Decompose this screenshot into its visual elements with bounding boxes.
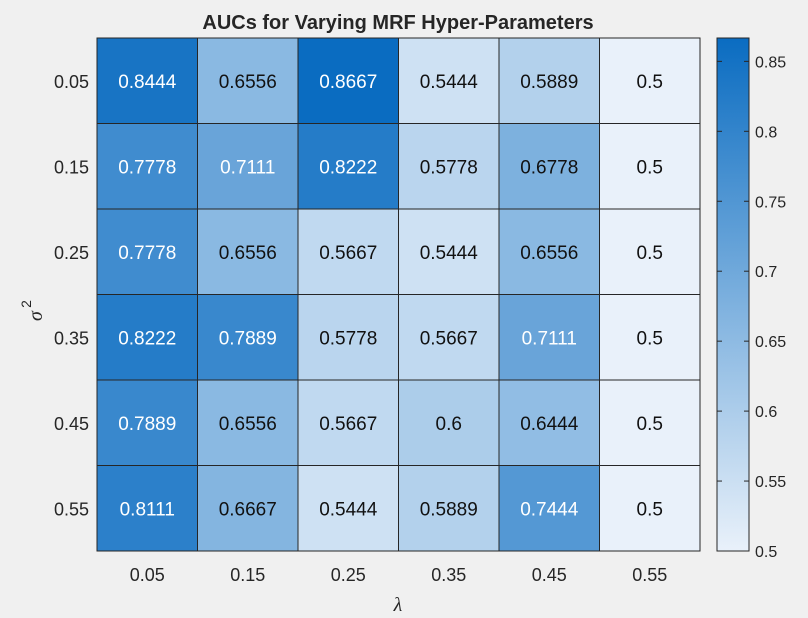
y-axis-label-symbol: σ [25, 311, 47, 321]
y-tick-label: 0.35 [53, 328, 89, 349]
x-tick-label: 0.35 [431, 565, 467, 585]
heatmap-cell-label: 0.8222 [319, 157, 378, 179]
x-tick-label: 0.45 [531, 565, 567, 585]
y-tick-label: 0.25 [53, 242, 89, 263]
heatmap-cell-label: 0.6556 [520, 242, 579, 264]
heatmap-cell-label: 0.8222 [118, 328, 177, 350]
heatmap-cell-label: 0.6556 [218, 413, 277, 435]
colorbar-tick-label: 0.6 [755, 404, 778, 422]
colorbar-tick-label: 0.8 [755, 124, 778, 142]
chart-title: AUCs for Varying MRF Hyper-Parameters [202, 12, 594, 34]
heatmap-cell-label: 0.6556 [218, 71, 277, 93]
heatmap-cell-label: 0.5444 [319, 499, 378, 521]
heatmap-cell-label: 0.5778 [319, 328, 378, 350]
heatmap-cell-label: 0.7778 [118, 242, 177, 264]
y-axis-label [18, 300, 47, 321]
heatmap-cell-label: 0.6 [435, 413, 462, 435]
heatmap-cell-label: 0.7444 [520, 499, 579, 521]
heatmap-cell-label: 0.5444 [419, 71, 478, 93]
x-tick-label: 0.25 [330, 565, 366, 585]
x-axis-label: λ [393, 594, 403, 616]
y-tick-label: 0.45 [53, 413, 89, 434]
heatmap-cell-label: 0.7889 [118, 413, 177, 435]
heatmap-cell-label: 0.5667 [419, 328, 478, 350]
heatmap-cell-label: 0.5667 [319, 413, 378, 435]
y-tick-labels [54, 72, 89, 520]
y-tick-label: 0.55 [53, 499, 89, 520]
heatmap-cell-label: 0.5 [636, 71, 663, 93]
y-tick-label: 0.15 [53, 157, 89, 178]
heatmap-cell-label: 0.6444 [520, 413, 579, 435]
heatmap-cell-label: 0.7111 [220, 157, 276, 179]
heatmap-cell-label: 0.8111 [119, 499, 175, 521]
x-tick-label: 0.15 [230, 565, 266, 585]
colorbar-tick-label: 0.5 [755, 544, 778, 561]
colorbar-tick-label: 0.75 [755, 194, 787, 212]
heatmap-cell-label: 0.6667 [218, 499, 277, 521]
heatmap-cell-label: 0.5 [636, 328, 663, 350]
colorbar-tick-label: 0.7 [755, 264, 778, 282]
heatmap-cell-label: 0.7889 [218, 328, 277, 350]
colorbar-gradient [717, 38, 749, 551]
heatmap-cells [97, 38, 700, 551]
y-tick-label: 0.05 [53, 71, 89, 92]
heatmap-cell-label: 0.5 [636, 413, 663, 435]
heatmap-cell-label: 0.5667 [319, 242, 378, 264]
heatmap-cell-label: 0.7111 [521, 328, 577, 350]
colorbar-tick-label: 0.55 [755, 474, 787, 492]
heatmap-cell-label: 0.5889 [419, 499, 478, 521]
colorbar-tick-label: 0.85 [755, 54, 787, 72]
x-tick-label: 0.05 [129, 565, 165, 585]
heatmap-cell-label: 0.5 [636, 499, 663, 521]
colorbar [717, 38, 786, 561]
heatmap-cell-label: 0.5 [636, 242, 663, 264]
heatmap-cell-label: 0.5889 [520, 71, 579, 93]
y-axis-label-superscript: 2 [18, 300, 34, 308]
heatmap-cell-label: 0.7778 [118, 157, 177, 179]
heatmap-cell-label: 0.6556 [218, 242, 277, 264]
colorbar-tick-label: 0.65 [755, 334, 787, 352]
heatmap-cell-label: 0.6778 [520, 157, 579, 179]
heatmap-cell-label: 0.5 [636, 157, 663, 179]
x-tick-label: 0.55 [632, 565, 668, 585]
heatmap-cell-label: 0.8667 [319, 71, 378, 93]
heatmap-cell-label: 0.5778 [419, 157, 478, 179]
heatmap-cell-label: 0.8444 [118, 71, 177, 93]
x-tick-labels [130, 565, 668, 585]
heatmap-cell-label: 0.5444 [419, 242, 478, 264]
